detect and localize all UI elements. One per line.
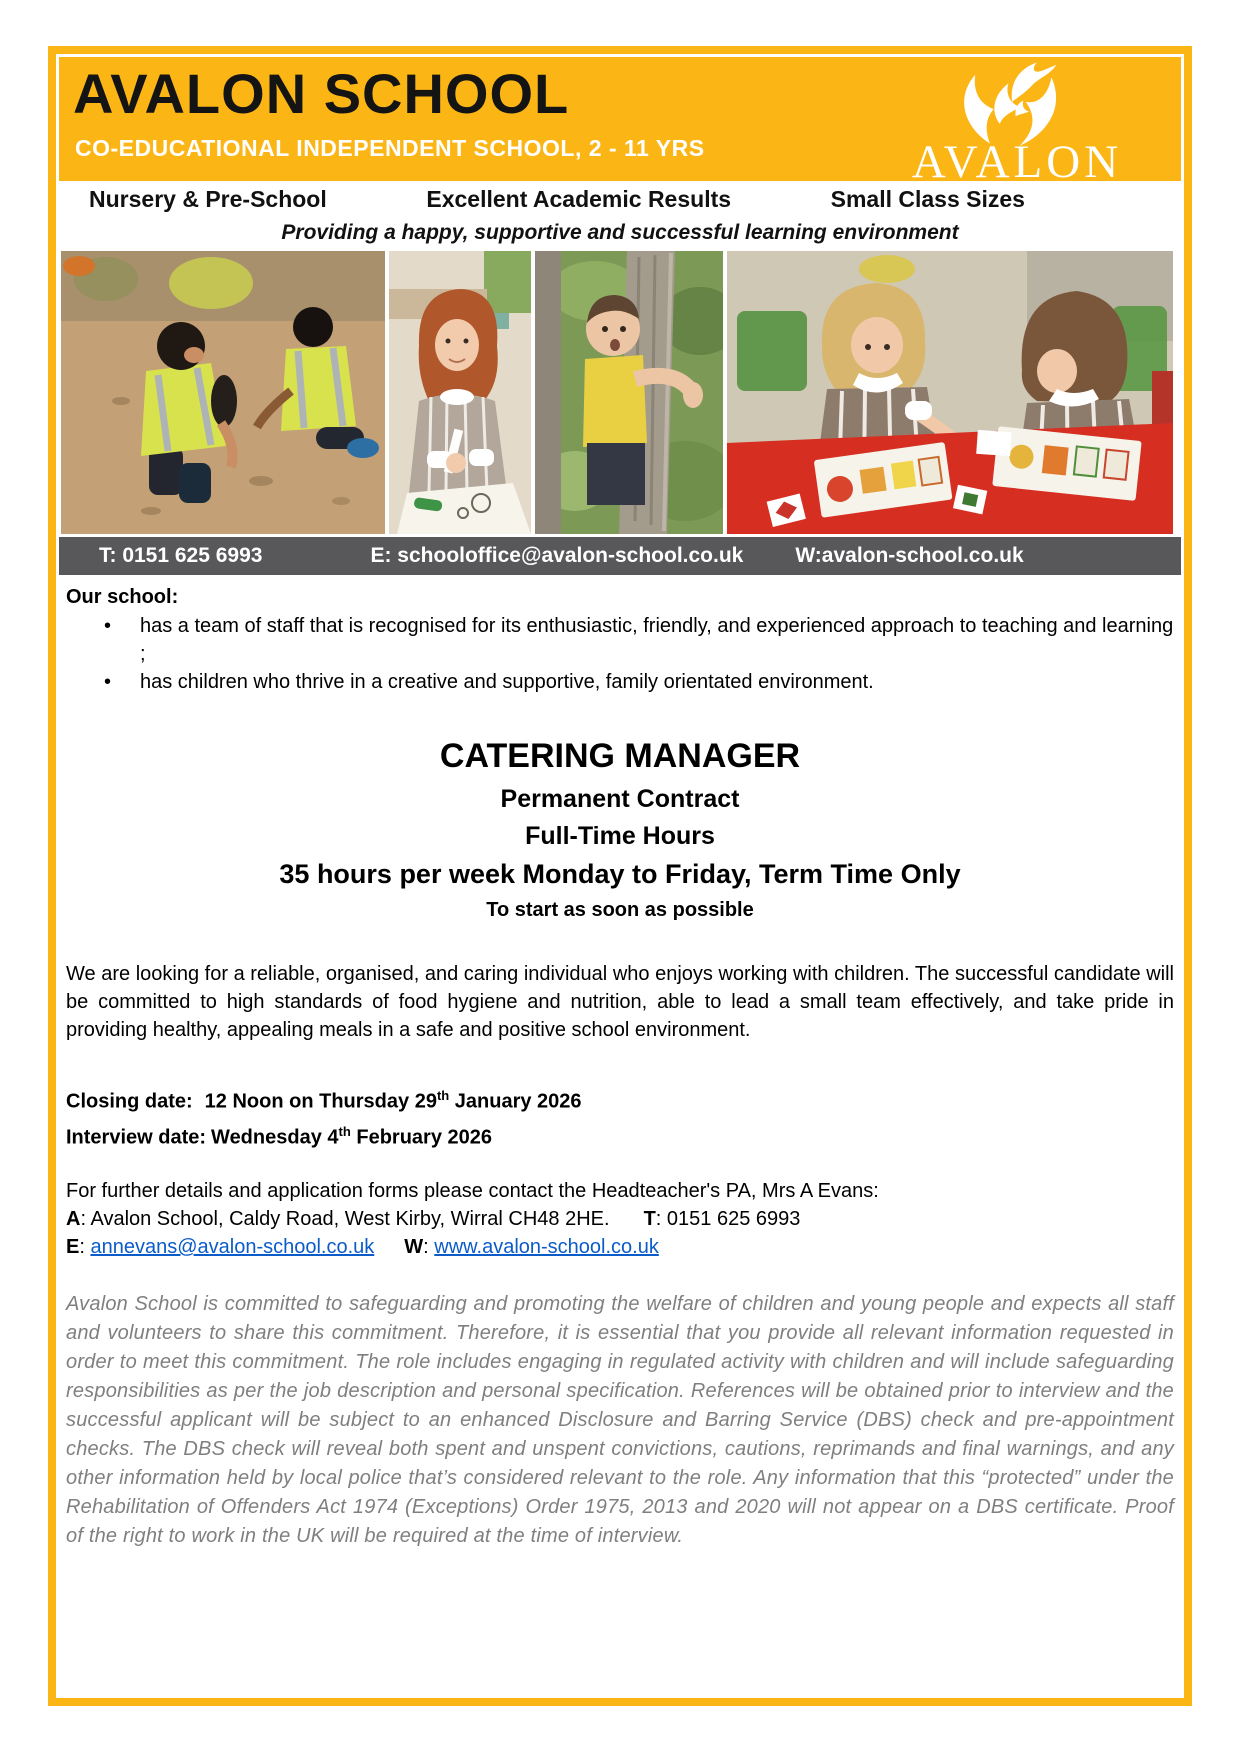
- logo-wordmark: AVALON: [911, 136, 1123, 181]
- interview-date-ordinal: th: [338, 1123, 351, 1139]
- website-link[interactable]: www.avalon-school.co.uk: [434, 1236, 659, 1259]
- girls-photo-illustration: [727, 251, 1173, 534]
- job-contract-type: Permanent Contract: [500, 785, 740, 813]
- email-label: E: [66, 1236, 80, 1259]
- feature-class-sizes: Small Class Sizes: [830, 186, 1025, 212]
- telephone-text: : 0151 625 6993: [655, 1208, 801, 1231]
- closing-date-label: Closing date:: [66, 1090, 193, 1113]
- key-dates: [66, 1081, 1174, 1152]
- job-hours-type: Full-Time Hours: [525, 822, 715, 850]
- telephone-label: T: [643, 1208, 656, 1231]
- feature-strapline-row: [59, 181, 1181, 218]
- email-web-line: [66, 1233, 1174, 1261]
- boy-photo-illustration: [535, 251, 723, 534]
- our-school-bullet-list: [66, 612, 1174, 696]
- children-playing-in-sand-photo: [61, 251, 385, 534]
- safeguarding-statement: Avalon School is committed to safeguarding and promoting the welfare of children and young people and expects all staff and volunteers to share this commitment. Therefore, it is essential that you provide all relevant information requested in order to meet this commitment. The role includes engaging in regulated activity with children and will include safeguarding responsibilities as per the job description and personal specification. References will be obtained prior to interview and the successful applicant will be subject to an enhanced Disclosure and Barring Service (DBS) check and pre-appointment checks. The DBS check will reveal both spent and unspent convictions, cautions, reprimands and final warnings, and any other information held by local police that’s considered relevant to the role. Any information that this “protected” under the Rehabilitation of Offenders Act 1974 (Exceptions) Order 1975, 2013 and 2020 will not appear on a DBS certificate. Proof of the right to work in the UK will be required at the time of interview.: [66, 1293, 1174, 1548]
- photo-strip: [61, 251, 1181, 534]
- interview-date-rest: February 2026: [350, 1126, 492, 1149]
- interview-date-value: Wednesday 4: [211, 1126, 339, 1149]
- email-link[interactable]: annevans@avalon-school.co.uk: [90, 1236, 375, 1259]
- girl-drawing-at-desk-photo: [389, 251, 531, 534]
- website-label: W: [404, 1236, 424, 1259]
- our-school-heading: Our school:: [66, 586, 179, 608]
- closing-date-rest: January 2026: [449, 1090, 582, 1113]
- contact-bar-website: W:avalon-school.co.uk: [795, 544, 1024, 567]
- bullet-item: • has children who thrive in a creative and supportive, family orientated environment.: [66, 668, 1174, 696]
- interview-date-line: [66, 1117, 1174, 1153]
- website-colon: :: [423, 1236, 435, 1259]
- interview-date-label: Interview date:: [66, 1126, 207, 1149]
- girls-activity-red-table-photo: [727, 251, 1173, 534]
- header-banner: [59, 57, 1181, 181]
- school-subtitle: CO-EDUCATIONAL INDEPENDENT SCHOOL, 2 - 11 YRS: [75, 135, 705, 161]
- address-line: [66, 1205, 1174, 1233]
- closing-date-ordinal: th: [436, 1088, 450, 1103]
- contact-bar-phone: T: 0151 625 6993: [99, 544, 263, 567]
- school-logo: [867, 57, 1167, 181]
- job-description: We are looking for a reliable, organised, and caring individual who enjoys working with children. The successful candidate will be committed to high standards of food hygiene and nutrition, able to lead a small team effectively, and take pride in providing healthy, appealing meals in a safe and positive school environment.: [66, 963, 1174, 1041]
- contact-intro: For further details and application forms please contact the Headteacher's PA, Mrs A Evans:: [66, 1180, 879, 1203]
- address-label: A: [66, 1208, 81, 1231]
- contact-bar-email: E: schooloffice@avalon-school.co.uk: [370, 544, 744, 567]
- closing-date-value: 12 Noon on Thursday 29: [204, 1090, 437, 1113]
- job-start-date: To start as soon as possible: [486, 899, 754, 921]
- address-text: : Avalon School, Caldy Road, West Kirby, Wirral CH48 2HE.: [80, 1208, 610, 1231]
- phoenix-icon: [942, 60, 1092, 146]
- boy-hugging-tree-photo: [535, 251, 723, 534]
- document-body: [59, 584, 1181, 1551]
- contact-bar: [59, 537, 1181, 575]
- feature-academic: Excellent Academic Results: [426, 186, 732, 212]
- girl-photo-illustration: [389, 251, 531, 534]
- bullet-item: • has a team of staff that is recognised for its enthusiastic, friendly, and experienced approach to teaching and learning ;: [66, 612, 1174, 668]
- school-tagline: Providing a happy, supportive and successful learning environment: [281, 221, 959, 244]
- school-name: AVALON SCHOOL: [73, 62, 570, 125]
- email-colon: :: [79, 1236, 91, 1259]
- feature-nursery: Nursery & Pre-School: [89, 186, 327, 212]
- sand-photo-illustration: [61, 251, 385, 534]
- job-schedule: 35 hours per week Monday to Friday, Term Time Only: [279, 859, 961, 889]
- page-border: [48, 46, 1192, 1706]
- job-title: CATERING MANAGER: [439, 737, 801, 775]
- contact-details: [66, 1177, 1174, 1261]
- closing-date-line: [66, 1081, 1174, 1117]
